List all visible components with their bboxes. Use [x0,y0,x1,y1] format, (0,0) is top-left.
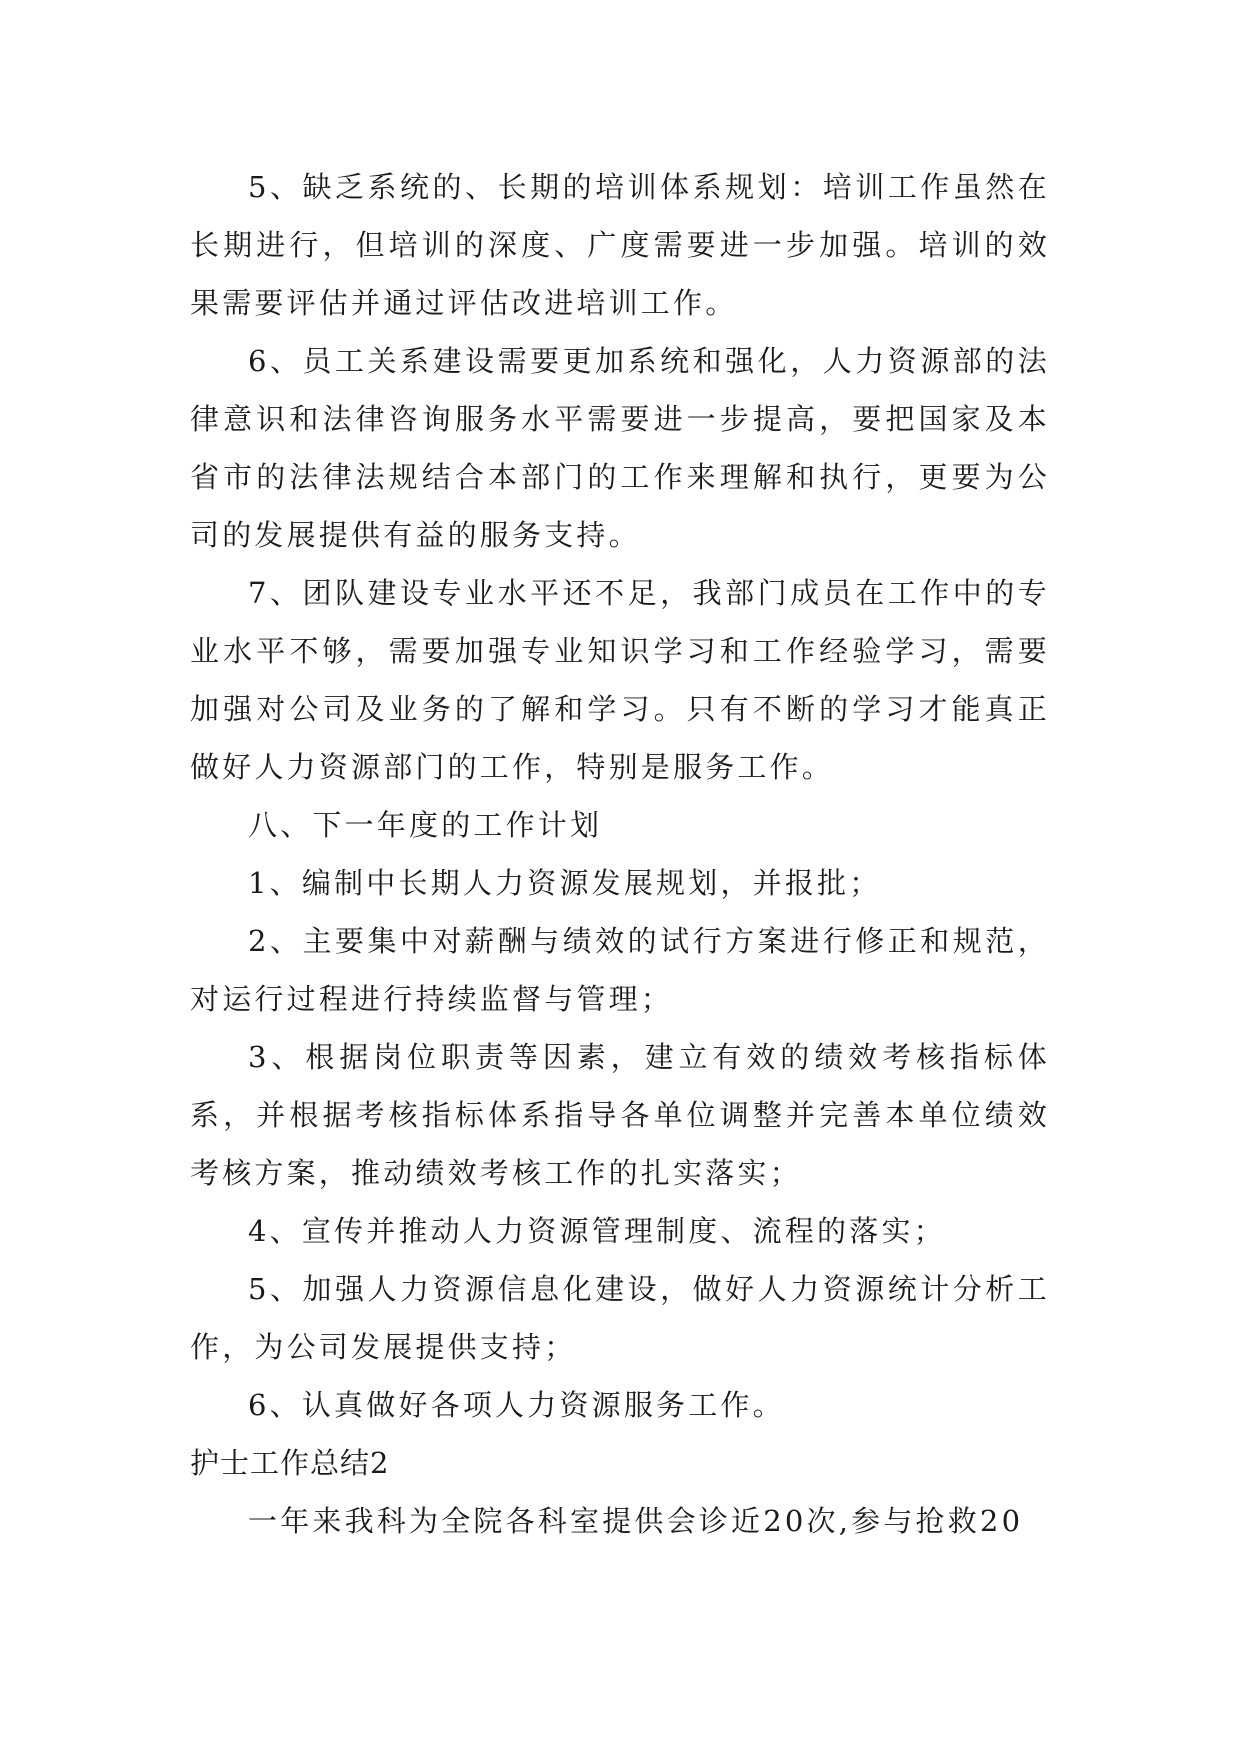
plan-item-4: 4、宣传并推动人力资源管理制度、流程的落实； [248,1214,946,1248]
section-heading-nurse-summary: 护士工作总结2 [190,1446,390,1480]
paragraph-team-building: 7、团队建设专业水平还不足，我部门成员在工作中的专业水平不够，需要加强专业知识学习和工作经验学习，需要加强对公司及业务的了解和学习。只有不断的学习才能真正做好人力资源部门的工作，特别是服务工作。 [190,576,1050,784]
plan-item-3: 3、根据岗位职责等因素，建立有效的绩效考核指标体系，并根据考核指标体系指导各单位调整并完善本单位绩效考核方案，推动绩效考核工作的扎实落实； [190,1040,1050,1190]
plan-item-6: 6、认真做好各项人力资源服务工作。 [248,1388,785,1422]
plan-item-2: 2、主要集中对薪酬与绩效的试行方案进行修正和规范，对运行过程进行持续监督与管理； [190,924,1050,1016]
paragraph-training-plan: 5、缺乏系统的、长期的培训体系规划：培训工作虽然在长期进行，但培训的深度、广度需要进一步加强。培训的效果需要评估并通过评估改进培训工作。 [190,170,1050,320]
paragraph-employee-relations: 6、员工关系建设需要更加系统和强化，人力资源部的法律意识和法律咨询服务水平需要进一步提高，要把国家及本省市的法律法规结合本部门的工作来理解和执行，更要为公司的发展提供有益的服务支持。 [190,344,1050,552]
document-body [190,158,1050,1550]
paragraph-nurse-summary-intro: 一年来我科为全院各科室提供会诊近20次,参与抢救20 [248,1504,1024,1538]
section-title-next-year-plan: 八、下一年度的工作计划 [248,808,603,842]
plan-item-1: 1、编制中长期人力资源发展规划，并报批； [248,866,882,900]
plan-item-5: 5、加强人力资源信息化建设，做好人力资源统计分析工作，为公司发展提供支持； [190,1272,1050,1364]
